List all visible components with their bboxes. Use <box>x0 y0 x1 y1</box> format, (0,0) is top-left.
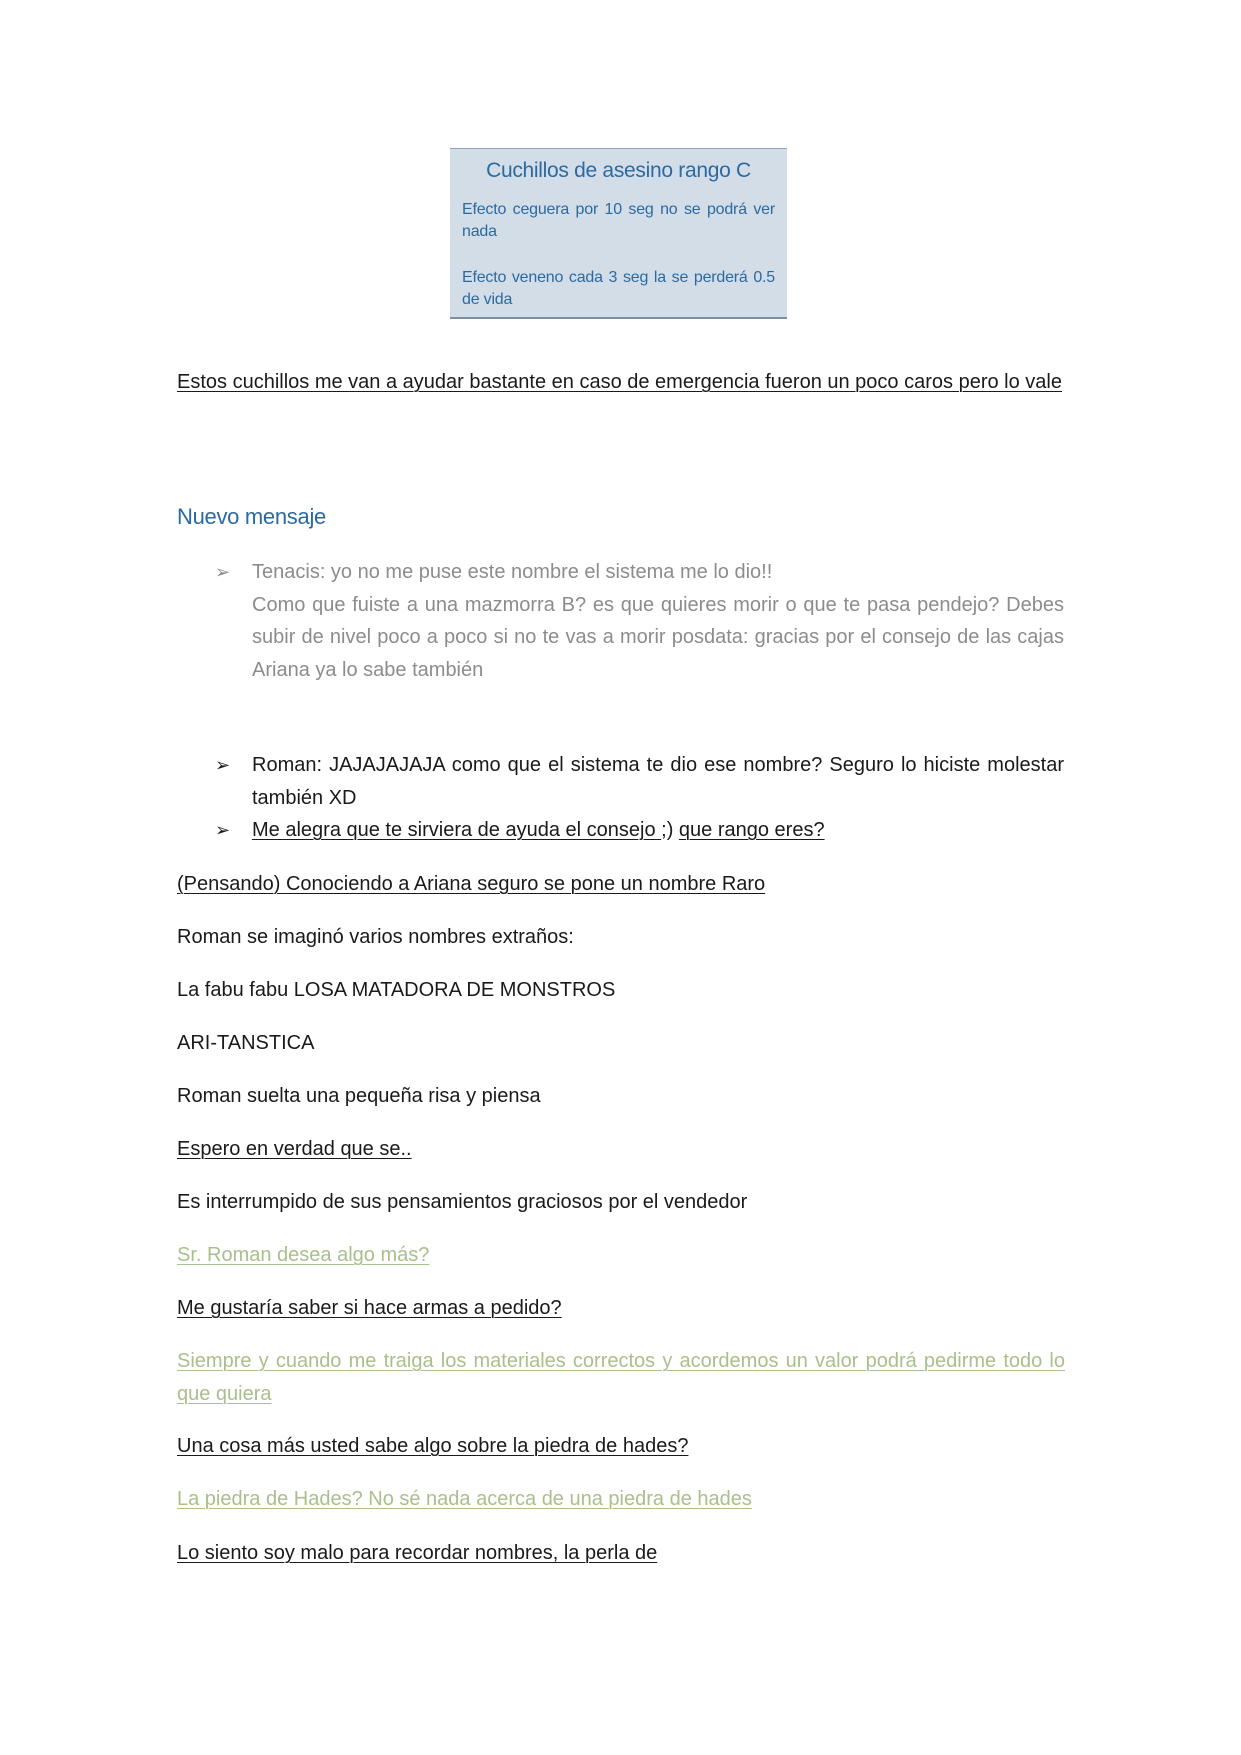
tenacis-message-line-1: Tenacis: yo no me puse este nombre el sistema me lo dio!! <box>252 561 773 583</box>
reply-text-a: Me alegra que te sirviera de ayuda el consejo <box>252 819 662 841</box>
roman-line-2: Una cosa más usted sabe algo sobre la piedra de hades? <box>177 1435 689 1457</box>
item-effect-poison: Efecto veneno cada 3 seg la se perderá 0.5 de vida <box>462 269 775 308</box>
vendor-line-1: Sr. Roman desea algo más? <box>177 1244 430 1266</box>
laugh-paragraph: Roman suelta una pequeña risa y piensa <box>177 1085 541 1107</box>
arrow-bullet-icon: ➢ <box>215 755 231 775</box>
tenacis-message <box>252 556 1064 686</box>
roman-reply-line-2 <box>252 814 1064 847</box>
imagined-paragraph: Roman se imaginó varios nombres extraños: <box>177 926 574 948</box>
arrow-bullet-icon: ➢ <box>215 562 231 582</box>
item-title: Cuchillos de asesino rango C <box>486 159 751 182</box>
item-effect-blindness: Efecto ceguera por 10 seg no se podrá ver nada <box>462 201 775 240</box>
roman-line-1: Me gustaría saber si hace armas a pedido? <box>177 1297 562 1319</box>
hope-paragraph: Espero en verdad que se.. <box>177 1138 412 1160</box>
name-1-paragraph: La fabu fabu LOSA MATADORA DE MONSTROS <box>177 979 616 1001</box>
message-heading: Nuevo mensaje <box>177 504 326 529</box>
intro-paragraph: Estos cuchillos me van a ayudar bastante en caso de emergencia fueron un poco caros pero lo vale <box>177 371 1062 393</box>
roman-reply-line-1: Roman: JAJAJAJAJA como que el sistema te dio ese nombre? Seguro lo hiciste molestar también XD <box>252 754 1064 809</box>
item-info-box <box>450 148 787 319</box>
tenacis-message-line-2: Como que fuiste a una mazmorra B? es que quieres morir o que te pasa pendejo? Debes subir de nivel poco a poco si no te vas a morir posdata: gracias por el consejo de las cajas Ariana ya lo sabe también <box>252 593 1064 681</box>
arrow-bullet-icon: ➢ <box>215 820 231 840</box>
reply-text-d: que rango eres? <box>678 819 825 841</box>
interrupted-paragraph: Es interrumpido de sus pensamientos graciosos por el vendedor <box>177 1191 748 1213</box>
roman-line-3: Lo siento soy malo para recordar nombres, la perla de <box>177 1542 658 1564</box>
name-2-paragraph: ARI-TANSTICA <box>177 1032 315 1054</box>
vendor-line-2: Siempre y cuando me traiga los materiales correctos y acordemos un valor podrá pedirme todo lo que quiera <box>177 1350 1065 1405</box>
vendor-line-3: La piedra de Hades? No sé nada acerca de una piedra de hades <box>177 1488 752 1510</box>
reply-text-b: ;) <box>661 819 674 841</box>
thinking-paragraph: (Pensando) Conociendo a Ariana seguro se pone un nombre Raro <box>177 873 766 895</box>
